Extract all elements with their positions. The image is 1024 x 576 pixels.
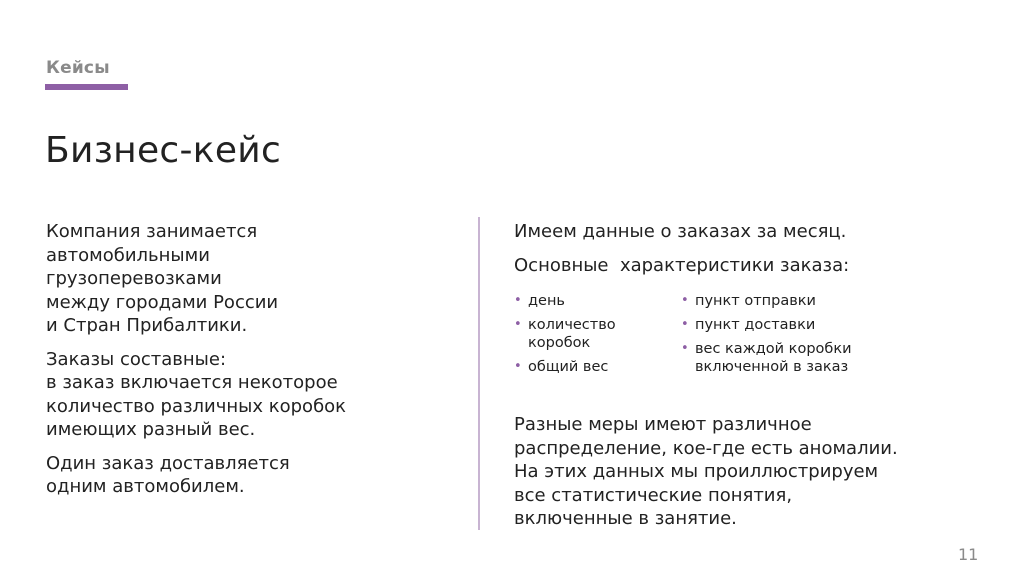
text-line: распределение, кое-где есть аномалии. bbox=[514, 437, 898, 459]
left-column bbox=[46, 220, 456, 509]
summary-paragraph bbox=[514, 413, 994, 531]
bullet-text: пункт отправки bbox=[695, 293, 816, 309]
bullet-text: пункт доставки bbox=[695, 317, 816, 333]
text-line: грузоперевозками bbox=[46, 268, 222, 289]
list-item bbox=[514, 316, 664, 352]
data-intro: Имеем данные о заказах за месяц. bbox=[514, 221, 847, 242]
text-line: между городами России bbox=[46, 291, 279, 313]
section-label: Кейсы bbox=[46, 58, 110, 78]
paragraph-delivery bbox=[46, 452, 456, 499]
bullet-icon: • bbox=[681, 317, 689, 332]
paragraph-company bbox=[46, 220, 456, 338]
list-item bbox=[514, 292, 664, 310]
bullet-text: день bbox=[528, 293, 565, 309]
page-title: Бизнес-кейс bbox=[45, 130, 282, 171]
list-item bbox=[514, 358, 664, 376]
text-line: Заказы составные: bbox=[46, 348, 227, 370]
text-line: автомобильными bbox=[46, 244, 210, 266]
bullet-icon: • bbox=[514, 359, 522, 374]
text-line: На этих данных мы проиллюстрируем bbox=[514, 461, 879, 482]
text-line: одним автомобилем. bbox=[46, 476, 245, 497]
bullet-text: вес каждой коробки bbox=[695, 341, 852, 357]
bullet-text: коробок bbox=[528, 335, 591, 351]
bullet-icon: • bbox=[681, 293, 689, 308]
bullet-icon: • bbox=[681, 341, 689, 356]
bullet-text: количество bbox=[528, 317, 616, 333]
column-divider bbox=[478, 217, 480, 530]
text-line: имеющих разный вес. bbox=[46, 419, 256, 440]
text-line: Компания занимается bbox=[46, 221, 258, 242]
text-line: и Стран Прибалтики. bbox=[46, 315, 248, 336]
text-line: в заказ включается некоторое bbox=[46, 372, 338, 393]
bullet-icon: • bbox=[514, 293, 522, 308]
bullet-text: общий вес bbox=[528, 359, 609, 375]
text-line: Разные меры имеют различное bbox=[514, 414, 812, 435]
text-line: Один заказ доставляется bbox=[46, 452, 290, 474]
page-number: 11 bbox=[958, 545, 979, 564]
bullet-list-2 bbox=[681, 292, 911, 382]
section-underline bbox=[45, 84, 128, 90]
bullet-text: включенной в заказ bbox=[695, 359, 849, 375]
right-column bbox=[514, 220, 994, 277]
text-line: количество различных коробок bbox=[46, 395, 347, 417]
characteristics-heading: Основные характеристики заказа: bbox=[514, 254, 850, 276]
bullet-icon: • bbox=[514, 317, 522, 332]
paragraph-orders bbox=[46, 348, 456, 442]
list-item bbox=[681, 292, 911, 310]
text-line: все статистические понятия, bbox=[514, 484, 793, 506]
bullet-list-1 bbox=[514, 292, 664, 382]
text-line: включенные в занятие. bbox=[514, 508, 737, 529]
list-item bbox=[681, 340, 911, 376]
list-item bbox=[681, 316, 911, 334]
